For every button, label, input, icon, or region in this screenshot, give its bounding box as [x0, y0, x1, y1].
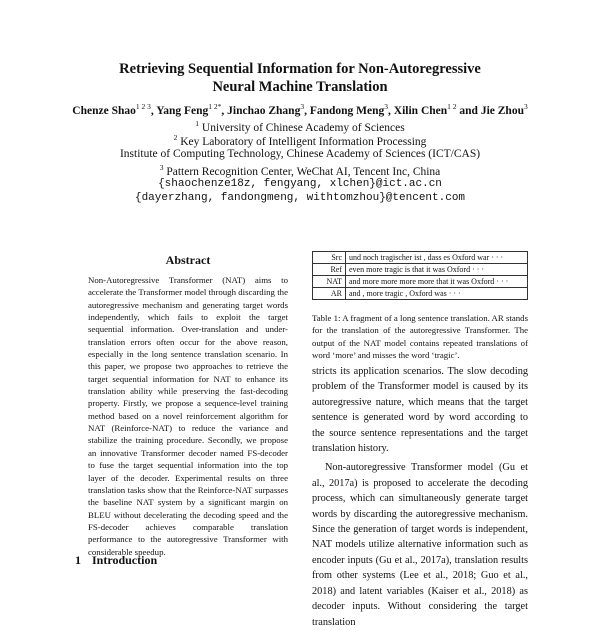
affiliation-2b: Institute of Computing Technology, Chinese Academy of Sciences (ICT/CAS) — [119, 148, 481, 160]
paper-title — [0, 60, 600, 96]
affiliation-1 — [0, 119, 600, 134]
abstract-text: Non-Autoregressive Transformer (NAT) aims to accelerate the Transformer model through discarding the autoregressive mechanism and generating target words independently, which fails to exploit the target sequential information. Over-translation and under-translation errors often occur for the above reason, especially in the long sentence translation scenario. In this paper, we propose two approaches to retrieve the target sequential information for NAT to enhance its translation ability while preserving the fast-decoding property. Firstly, we propose a sequence-level training method based on a novel reinforcement algorithm for NAT (Reinforce-NAT) to reduce the variance and stabilize the training procedure. Secondly, we propose an innovative Transformer decoder named FS-decoder to fuse the target sequential information into the top layer of the decoder. Experimental results on three translation tasks show that the Reinforce-NAT surpasses the baseline NAT system by a significant margin on BLEU without decelerating the decoding speed and the FS-decoder achieves comparable translation performance to the autoregressive Transformer with considerable speedup. — [88, 275, 288, 557]
author-separator: , — [221, 104, 228, 117]
row-label: Src — [313, 252, 346, 264]
section-title: Introduction — [92, 553, 158, 567]
author-separator: and — [456, 104, 481, 117]
body-paragraph: stricts its application scenarios. The slow decoding problem of the Transformer model is caused by its autoregressive nature, which means that the target sentence is generated word by word according to the source sentence representations and the target translation history. — [312, 366, 528, 455]
author-name: Yang Feng — [156, 104, 209, 117]
row-label: Ref — [313, 264, 346, 276]
row-label: AR — [313, 288, 346, 300]
title-line-1: Retrieving Sequential Information for Non-Autoregressive — [119, 61, 481, 77]
affiliation-2 — [0, 133, 600, 148]
row-text: and , more tragic , Oxford was · · · — [346, 288, 528, 300]
author-affiliation-marks: 1 2 — [447, 102, 457, 111]
affiliation-text: University of Chinese Academy of Sciences — [201, 121, 405, 134]
author-affiliation-marks: 1 2 3 — [135, 102, 151, 111]
table-row — [313, 252, 528, 264]
affiliation-text: Pattern Recognition Center, WeChat AI, Tencent Inc, China — [166, 165, 441, 178]
author-name: Jinchao Zhang — [227, 104, 301, 117]
body-text-right-column — [312, 364, 528, 630]
table-row — [313, 276, 528, 288]
affiliation-mark: 3 — [159, 163, 164, 172]
abstract-heading: Abstract — [165, 253, 211, 267]
author-name: Xilin Chen — [393, 104, 448, 117]
author-affiliation-marks: 3 — [384, 102, 389, 111]
affiliation-mark: 1 — [195, 119, 200, 128]
author-separator: , — [388, 104, 394, 117]
row-text: und noch tragischer ist , dass es Oxford war · · · — [346, 252, 528, 264]
author-affiliation-marks: 3 — [300, 102, 305, 111]
author-name: Fandong Meng — [309, 104, 385, 117]
author-name: Chenze Shao — [72, 104, 136, 117]
title-line-2: Neural Machine Translation — [212, 79, 388, 95]
author-name: Jie Zhou — [480, 104, 524, 117]
table-caption: Table 1: A fragment of a long sentence translation. AR stands for the translation of the autoregressive Transformer. The output of the NAT model contains repeated translations of word ‘more’ and misses the word ‘tragic’. — [312, 313, 528, 360]
author-list — [0, 102, 600, 117]
table-row — [313, 264, 528, 276]
row-text: even more tragic is that it was Oxford · · · — [346, 264, 528, 276]
author-affiliation-marks: 3 — [523, 102, 528, 111]
email-line-2: {dayerzhang, fandongmeng, withtomzhou}@tencent.com — [134, 192, 466, 204]
body-paragraph: Non-autoregressive Transformer model (Gu et al., 2017a) is proposed to accelerate the decoding process, which can simultaneously generate target words by discarding the autoregressive mechanism. Since the generation of target words is independent, NAT models utilize alternative information such as encoder inputs (Gu et al., 2017a), translation results from other systems (Lee et al., 2018; Guo et al., 2018) and latent variables (Kaiser et al., 2018) as decoder inputs. Without considering the target translation — [312, 462, 528, 628]
author-affiliation-marks: 1 2* — [208, 102, 222, 111]
affiliation-mark: 2 — [173, 133, 178, 142]
section-number: 1 — [75, 553, 81, 567]
affiliation-3 — [0, 163, 600, 178]
author-separator: , — [304, 104, 310, 117]
translation-fragment-table — [312, 251, 528, 300]
table-row — [313, 288, 528, 300]
row-label: NAT — [313, 276, 346, 288]
email-line-1: {shaochenze18z, fengyang, xlchen}@ict.ac.cn — [158, 178, 442, 190]
section-heading — [75, 553, 157, 568]
author-separator: , — [150, 104, 157, 117]
row-text: and more more more more that it was Oxford · · · — [346, 276, 528, 288]
affiliation-text: Key Laboratory of Intelligent Information Processing — [180, 135, 427, 148]
